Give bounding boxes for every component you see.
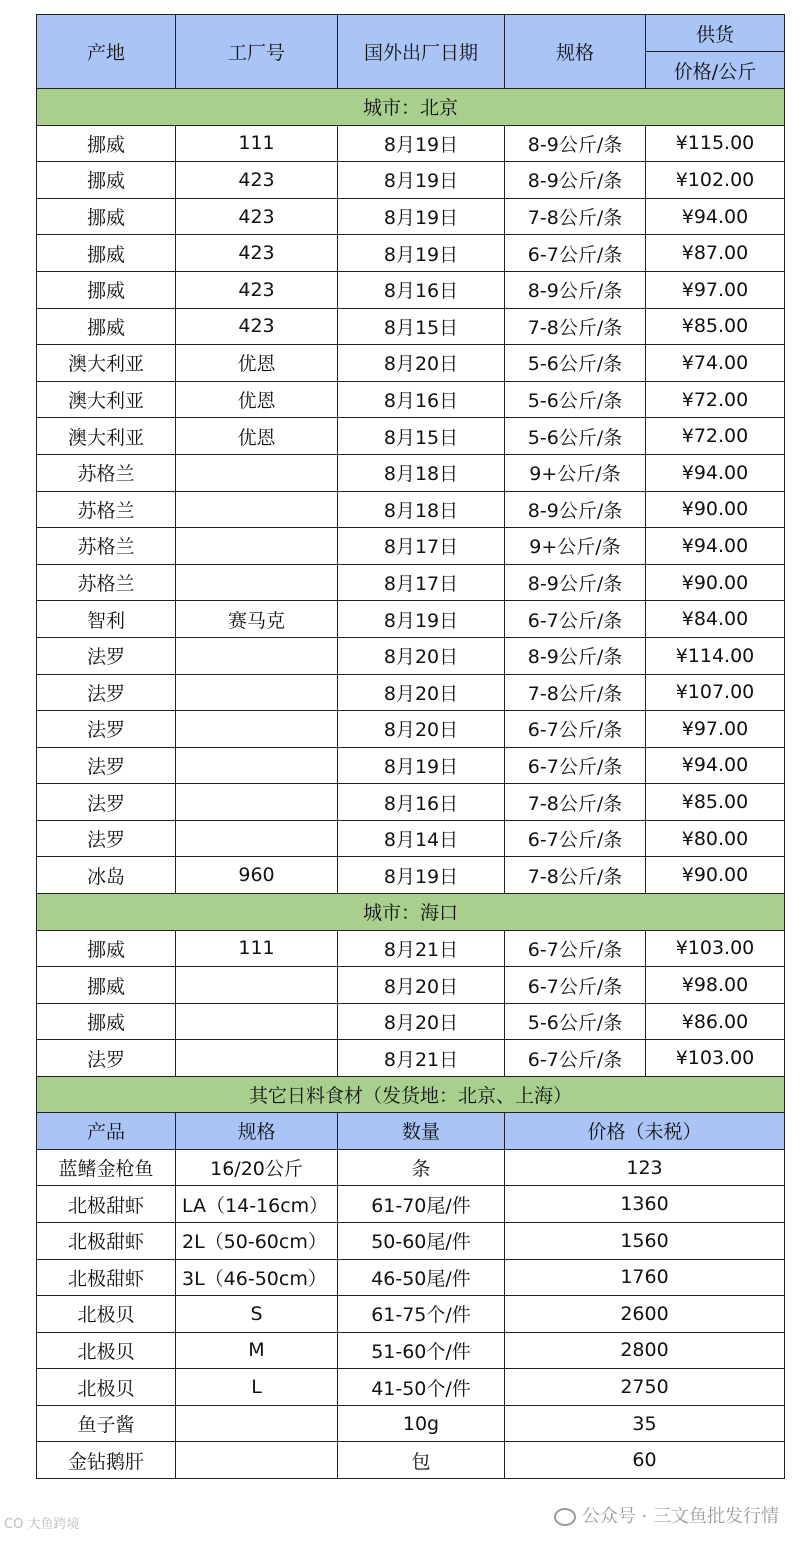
cell-price: ¥103.00 bbox=[646, 930, 785, 967]
other-section-row bbox=[37, 1076, 785, 1113]
other-cell-qty: 51-60个/件 bbox=[338, 1332, 505, 1369]
cell-price: ¥87.00 bbox=[646, 235, 785, 272]
other-cell-spec: 3L（46-50cm） bbox=[176, 1259, 338, 1296]
cell-price: ¥86.00 bbox=[646, 1003, 785, 1040]
section-title: 城市：海口 bbox=[37, 894, 785, 931]
cell-date: 8月19日 bbox=[338, 601, 505, 638]
other-cell-price: 1360 bbox=[505, 1186, 785, 1223]
other-cell-qty: 46-50尾/件 bbox=[338, 1259, 505, 1296]
cell-spec: 8-9公斤/条 bbox=[505, 491, 646, 528]
cell-date: 8月17日 bbox=[338, 564, 505, 601]
cell-factory: 赛马克 bbox=[176, 601, 338, 638]
other-cell-spec: LA（14-16cm） bbox=[176, 1186, 338, 1223]
cell-date: 8月16日 bbox=[338, 381, 505, 418]
cell-spec: 7-8公斤/条 bbox=[505, 674, 646, 711]
other-row bbox=[37, 1442, 785, 1479]
cell-factory: 优恩 bbox=[176, 381, 338, 418]
cell-factory: 423 bbox=[176, 235, 338, 272]
header-row bbox=[37, 15, 785, 52]
cell-price: ¥107.00 bbox=[646, 674, 785, 711]
cell-price: ¥114.00 bbox=[646, 637, 785, 674]
cell-factory: 优恩 bbox=[176, 345, 338, 382]
other-cell-product: 金钻鹅肝 bbox=[37, 1442, 176, 1479]
cell-origin: 法罗 bbox=[37, 1040, 176, 1077]
cell-price: ¥84.00 bbox=[646, 601, 785, 638]
table-row bbox=[37, 1003, 785, 1040]
table-row bbox=[37, 784, 785, 821]
cell-date: 8月19日 bbox=[338, 162, 505, 199]
cell-date: 8月21日 bbox=[338, 1040, 505, 1077]
table-row bbox=[37, 418, 785, 455]
cell-price: ¥102.00 bbox=[646, 162, 785, 199]
watermark bbox=[554, 1502, 779, 1528]
cell-spec: 5-6公斤/条 bbox=[505, 1003, 646, 1040]
other-cell-price: 2750 bbox=[505, 1369, 785, 1406]
other-cell-product: 北极甜虾 bbox=[37, 1222, 176, 1259]
cell-origin: 法罗 bbox=[37, 820, 176, 857]
cell-date: 8月20日 bbox=[338, 1003, 505, 1040]
table-row bbox=[37, 454, 785, 491]
cell-date: 8月20日 bbox=[338, 674, 505, 711]
cell-date: 8月20日 bbox=[338, 345, 505, 382]
cell-factory bbox=[176, 1040, 338, 1077]
table-row bbox=[37, 491, 785, 528]
cell-price: ¥98.00 bbox=[646, 967, 785, 1004]
cell-factory bbox=[176, 711, 338, 748]
cell-factory: 111 bbox=[176, 125, 338, 162]
header-date: 国外出厂日期 bbox=[338, 15, 505, 89]
cell-factory bbox=[176, 784, 338, 821]
cell-price: ¥90.00 bbox=[646, 491, 785, 528]
cell-price: ¥97.00 bbox=[646, 271, 785, 308]
cell-origin: 法罗 bbox=[37, 747, 176, 784]
table-row bbox=[37, 198, 785, 235]
table-row bbox=[37, 564, 785, 601]
cell-spec: 7-8公斤/条 bbox=[505, 308, 646, 345]
table-row bbox=[37, 308, 785, 345]
cell-spec: 8-9公斤/条 bbox=[505, 125, 646, 162]
cell-price: ¥115.00 bbox=[646, 125, 785, 162]
cell-origin: 挪威 bbox=[37, 967, 176, 1004]
section-row bbox=[37, 89, 785, 126]
table-row bbox=[37, 162, 785, 199]
price-sheet bbox=[36, 14, 784, 1479]
cell-origin: 法罗 bbox=[37, 711, 176, 748]
other-table bbox=[36, 1076, 785, 1480]
header-supply: 供货 bbox=[646, 15, 785, 52]
cell-spec: 5-6公斤/条 bbox=[505, 345, 646, 382]
other-header-price: 价格（未税） bbox=[505, 1113, 785, 1150]
cell-factory bbox=[176, 674, 338, 711]
header-price: 价格/公斤 bbox=[646, 52, 785, 89]
other-row bbox=[37, 1259, 785, 1296]
table-row bbox=[37, 235, 785, 272]
other-header-qty: 数量 bbox=[338, 1113, 505, 1150]
cell-date: 8月20日 bbox=[338, 711, 505, 748]
cell-origin: 挪威 bbox=[37, 930, 176, 967]
cell-origin: 冰岛 bbox=[37, 857, 176, 894]
cell-spec: 7-8公斤/条 bbox=[505, 784, 646, 821]
cell-price: ¥74.00 bbox=[646, 345, 785, 382]
cell-origin: 法罗 bbox=[37, 637, 176, 674]
header-origin: 产地 bbox=[37, 15, 176, 89]
cell-price: ¥90.00 bbox=[646, 857, 785, 894]
table-row bbox=[37, 528, 785, 565]
cell-price: ¥94.00 bbox=[646, 747, 785, 784]
other-row bbox=[37, 1296, 785, 1333]
other-cell-price: 123 bbox=[505, 1149, 785, 1186]
cell-spec: 6-7公斤/条 bbox=[505, 235, 646, 272]
cell-origin: 澳大利亚 bbox=[37, 418, 176, 455]
cell-factory: 优恩 bbox=[176, 418, 338, 455]
other-cell-spec: 16/20公斤 bbox=[176, 1149, 338, 1186]
table-row bbox=[37, 271, 785, 308]
other-cell-price: 1760 bbox=[505, 1259, 785, 1296]
cell-origin: 智利 bbox=[37, 601, 176, 638]
cell-factory: 111 bbox=[176, 930, 338, 967]
cell-factory bbox=[176, 564, 338, 601]
other-cell-product: 北极贝 bbox=[37, 1369, 176, 1406]
other-cell-qty: 41-50个/件 bbox=[338, 1369, 505, 1406]
cell-spec: 8-9公斤/条 bbox=[505, 271, 646, 308]
table-row bbox=[37, 674, 785, 711]
cell-spec: 9+公斤/条 bbox=[505, 528, 646, 565]
price-table bbox=[36, 14, 785, 1077]
other-row bbox=[37, 1186, 785, 1223]
other-row bbox=[37, 1332, 785, 1369]
other-cell-product: 北极贝 bbox=[37, 1332, 176, 1369]
cell-origin: 挪威 bbox=[37, 308, 176, 345]
cell-spec: 7-8公斤/条 bbox=[505, 198, 646, 235]
other-cell-price: 1560 bbox=[505, 1222, 785, 1259]
other-cell-qty: 10g bbox=[338, 1405, 505, 1442]
section-row bbox=[37, 894, 785, 931]
table-row bbox=[37, 345, 785, 382]
cell-spec: 6-7公斤/条 bbox=[505, 711, 646, 748]
cell-spec: 7-8公斤/条 bbox=[505, 857, 646, 894]
cell-date: 8月15日 bbox=[338, 418, 505, 455]
cell-factory bbox=[176, 1003, 338, 1040]
cell-origin: 挪威 bbox=[37, 235, 176, 272]
cell-origin: 苏格兰 bbox=[37, 491, 176, 528]
cell-factory bbox=[176, 637, 338, 674]
other-header-row bbox=[37, 1113, 785, 1150]
wechat-icon bbox=[554, 1508, 576, 1526]
table-row bbox=[37, 601, 785, 638]
other-cell-price: 2600 bbox=[505, 1296, 785, 1333]
section-title: 城市：北京 bbox=[37, 89, 785, 126]
cell-date: 8月16日 bbox=[338, 271, 505, 308]
cell-factory: 423 bbox=[176, 198, 338, 235]
other-section-title: 其它日料食材（发货地：北京、上海） bbox=[37, 1076, 785, 1113]
cell-spec: 6-7公斤/条 bbox=[505, 1040, 646, 1077]
cell-price: ¥103.00 bbox=[646, 1040, 785, 1077]
cell-date: 8月19日 bbox=[338, 235, 505, 272]
table-row bbox=[37, 857, 785, 894]
table-row bbox=[37, 747, 785, 784]
table-row bbox=[37, 637, 785, 674]
cell-origin: 挪威 bbox=[37, 162, 176, 199]
other-cell-spec: S bbox=[176, 1296, 338, 1333]
footer-mark: CO 大鱼跨境 bbox=[4, 1517, 80, 1532]
other-cell-product: 北极甜虾 bbox=[37, 1259, 176, 1296]
cell-factory bbox=[176, 967, 338, 1004]
cell-origin: 挪威 bbox=[37, 271, 176, 308]
other-cell-product: 北极甜虾 bbox=[37, 1186, 176, 1223]
header-spec: 规格 bbox=[505, 15, 646, 89]
cell-spec: 5-6公斤/条 bbox=[505, 418, 646, 455]
other-cell-spec bbox=[176, 1442, 338, 1479]
cell-origin: 法罗 bbox=[37, 674, 176, 711]
cell-factory: 423 bbox=[176, 271, 338, 308]
cell-spec: 8-9公斤/条 bbox=[505, 564, 646, 601]
cell-factory bbox=[176, 491, 338, 528]
other-cell-price: 2800 bbox=[505, 1332, 785, 1369]
cell-spec: 5-6公斤/条 bbox=[505, 381, 646, 418]
cell-date: 8月19日 bbox=[338, 198, 505, 235]
header-factory: 工厂号 bbox=[176, 15, 338, 89]
cell-date: 8月20日 bbox=[338, 967, 505, 1004]
cell-origin: 挪威 bbox=[37, 198, 176, 235]
other-cell-qty: 61-70尾/件 bbox=[338, 1186, 505, 1223]
other-cell-spec: 2L（50-60cm） bbox=[176, 1222, 338, 1259]
cell-origin: 挪威 bbox=[37, 1003, 176, 1040]
cell-spec: 6-7公斤/条 bbox=[505, 820, 646, 857]
cell-price: ¥94.00 bbox=[646, 528, 785, 565]
other-row bbox=[37, 1369, 785, 1406]
cell-origin: 苏格兰 bbox=[37, 528, 176, 565]
other-cell-product: 北极贝 bbox=[37, 1296, 176, 1333]
other-row bbox=[37, 1405, 785, 1442]
cell-factory bbox=[176, 528, 338, 565]
other-cell-price: 35 bbox=[505, 1405, 785, 1442]
cell-price: ¥94.00 bbox=[646, 198, 785, 235]
cell-factory bbox=[176, 747, 338, 784]
cell-date: 8月21日 bbox=[338, 930, 505, 967]
table-row bbox=[37, 930, 785, 967]
cell-price: ¥72.00 bbox=[646, 381, 785, 418]
cell-spec: 6-7公斤/条 bbox=[505, 967, 646, 1004]
cell-spec: 8-9公斤/条 bbox=[505, 637, 646, 674]
cell-spec: 6-7公斤/条 bbox=[505, 930, 646, 967]
table-row bbox=[37, 820, 785, 857]
cell-price: ¥85.00 bbox=[646, 784, 785, 821]
cell-date: 8月16日 bbox=[338, 784, 505, 821]
cell-spec: 9+公斤/条 bbox=[505, 454, 646, 491]
other-cell-spec bbox=[176, 1405, 338, 1442]
other-cell-spec: L bbox=[176, 1369, 338, 1406]
cell-origin: 法罗 bbox=[37, 784, 176, 821]
cell-price: ¥97.00 bbox=[646, 711, 785, 748]
table-row bbox=[37, 381, 785, 418]
other-row bbox=[37, 1222, 785, 1259]
cell-spec: 8-9公斤/条 bbox=[505, 162, 646, 199]
other-cell-product: 鱼子酱 bbox=[37, 1405, 176, 1442]
table-row bbox=[37, 967, 785, 1004]
cell-price: ¥90.00 bbox=[646, 564, 785, 601]
other-cell-price: 60 bbox=[505, 1442, 785, 1479]
cell-date: 8月19日 bbox=[338, 747, 505, 784]
table-row bbox=[37, 1040, 785, 1077]
cell-origin: 澳大利亚 bbox=[37, 381, 176, 418]
cell-factory: 960 bbox=[176, 857, 338, 894]
cell-origin: 澳大利亚 bbox=[37, 345, 176, 382]
cell-date: 8月20日 bbox=[338, 637, 505, 674]
cell-factory: 423 bbox=[176, 308, 338, 345]
cell-origin: 挪威 bbox=[37, 125, 176, 162]
cell-spec: 6-7公斤/条 bbox=[505, 747, 646, 784]
other-header-product: 产品 bbox=[37, 1113, 176, 1150]
table-row bbox=[37, 711, 785, 748]
other-cell-qty: 61-75个/件 bbox=[338, 1296, 505, 1333]
cell-price: ¥94.00 bbox=[646, 454, 785, 491]
cell-factory bbox=[176, 454, 338, 491]
cell-date: 8月18日 bbox=[338, 454, 505, 491]
cell-origin: 苏格兰 bbox=[37, 564, 176, 601]
cell-date: 8月19日 bbox=[338, 857, 505, 894]
other-header-spec: 规格 bbox=[176, 1113, 338, 1150]
cell-date: 8月17日 bbox=[338, 528, 505, 565]
cell-date: 8月15日 bbox=[338, 308, 505, 345]
cell-date: 8月19日 bbox=[338, 125, 505, 162]
other-cell-product: 蓝鳍金枪鱼 bbox=[37, 1149, 176, 1186]
watermark-text: 公众号 · 三文鱼批发行情 bbox=[581, 1506, 779, 1527]
cell-date: 8月18日 bbox=[338, 491, 505, 528]
cell-origin: 苏格兰 bbox=[37, 454, 176, 491]
cell-date: 8月14日 bbox=[338, 820, 505, 857]
cell-price: ¥80.00 bbox=[646, 820, 785, 857]
table-row bbox=[37, 125, 785, 162]
other-cell-qty: 条 bbox=[338, 1149, 505, 1186]
cell-price: ¥72.00 bbox=[646, 418, 785, 455]
other-row bbox=[37, 1149, 785, 1186]
cell-factory: 423 bbox=[176, 162, 338, 199]
other-cell-qty: 50-60尾/件 bbox=[338, 1222, 505, 1259]
cell-spec: 6-7公斤/条 bbox=[505, 601, 646, 638]
cell-factory bbox=[176, 820, 338, 857]
other-cell-qty: 包 bbox=[338, 1442, 505, 1479]
cell-price: ¥85.00 bbox=[646, 308, 785, 345]
other-cell-spec: M bbox=[176, 1332, 338, 1369]
